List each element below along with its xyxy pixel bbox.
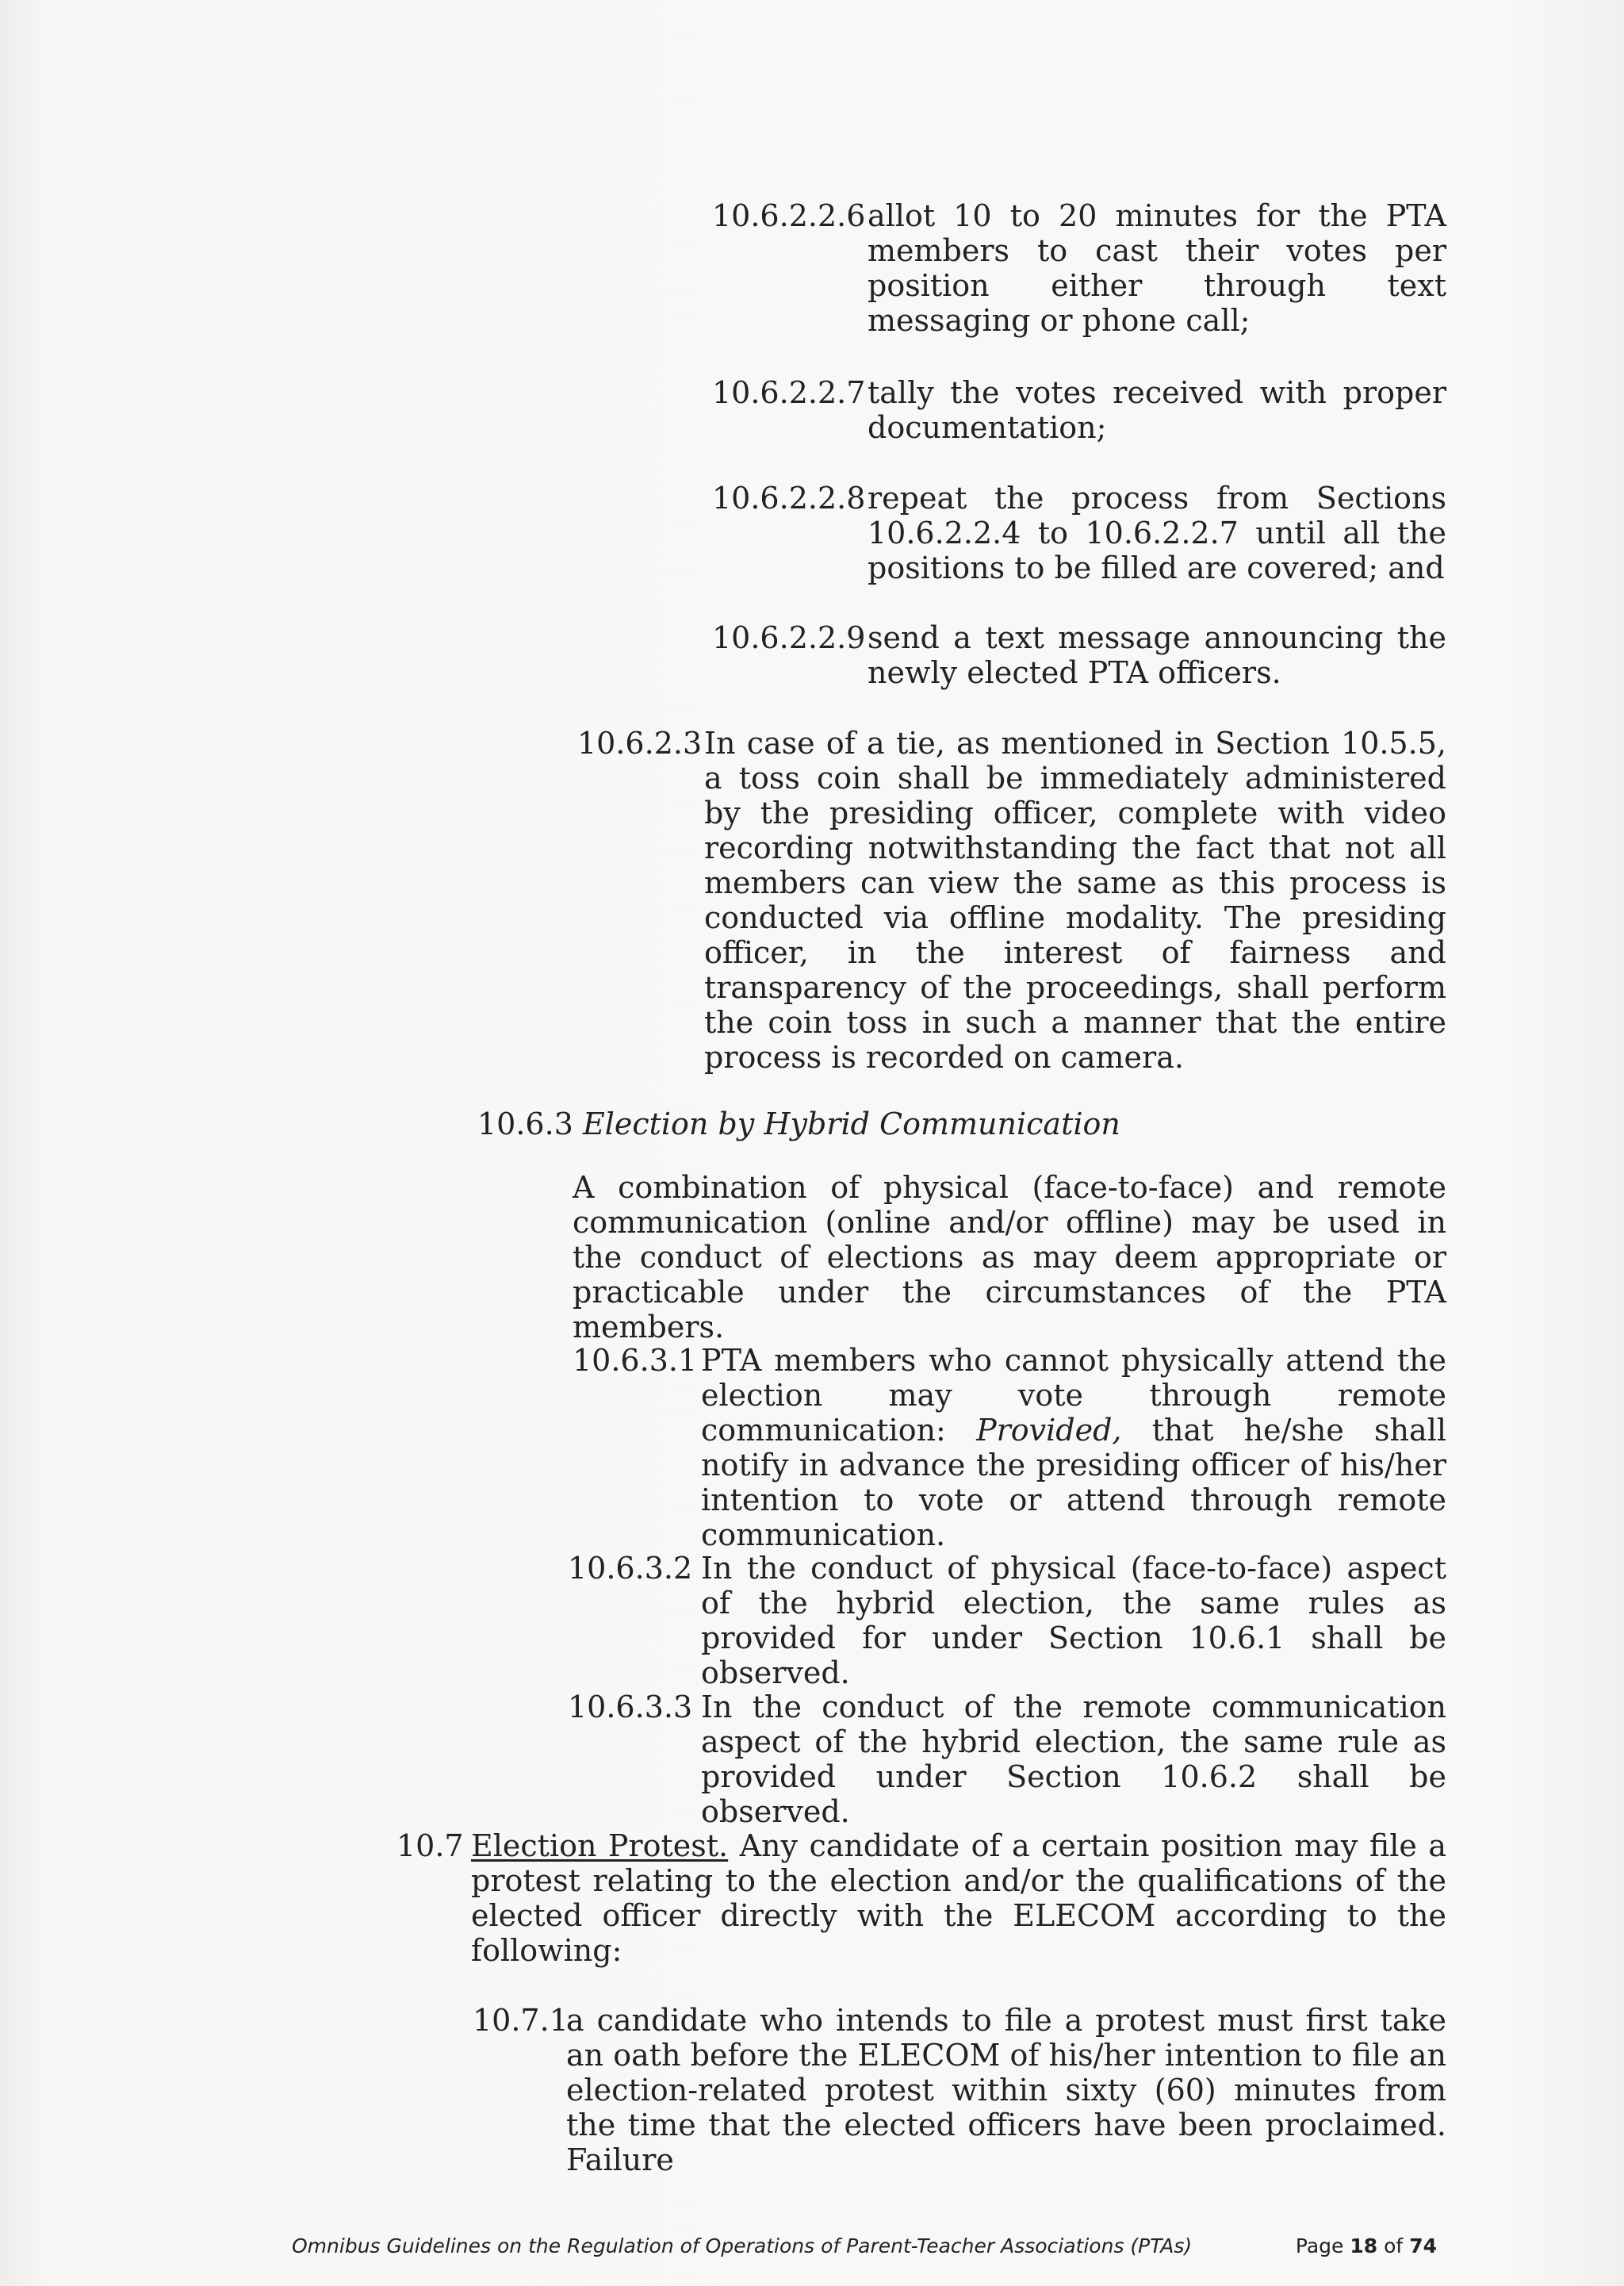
list-item bbox=[712, 620, 1446, 690]
item-text: allot 10 to 20 minutes for the PTA members to cast their votes per position either through text messaging or phone call; bbox=[868, 198, 1446, 338]
section-paragraph: A combination of physical (face-to-face) and remote communication (online and/or offline) may be used in the conduct of elections as may deem appropriate or practicable under the circumstances of the PTA members. bbox=[573, 1170, 1446, 1344]
item-text: repeat the process from Sections 10.6.2.2.4 to 10.6.2.2.7 until all the positions to be filled are covered; and bbox=[868, 481, 1446, 585]
list-item bbox=[712, 198, 1446, 338]
section-number: 10.6.3 bbox=[477, 1107, 573, 1141]
item-text: In the conduct of the remote communication aspect of the hybrid election, the same rule as provided under Section 10.6.2 shall be observed. bbox=[701, 1690, 1446, 1829]
item-number: 10.6.3.1 bbox=[573, 1343, 698, 1378]
item-number: 10.6.2.2.6 bbox=[712, 198, 866, 233]
item-text: In case of a tie, as mentioned in Section 10.5.5, a toss coin shall be immediately administered by the presiding officer, complete with video recording notwithstanding the fact that not all members can view the same as this process is conducted via offline modality. The presiding officer, in the interest of fairness and transparency of the proceedings, shall perform the coin toss in such a manner that the entire process is recorded on camera. bbox=[704, 726, 1446, 1075]
item-text: PTA members who cannot physically attend the election may vote through remote communication: Provided, that he/she shall notify in advance the presiding officer of his/her intention to vote or attend through remote communication. bbox=[701, 1343, 1446, 1552]
item-number: 10.6.2.2.7 bbox=[712, 375, 866, 410]
list-item bbox=[568, 1551, 1446, 1690]
item-number: 10.6.2.2.9 bbox=[712, 620, 866, 655]
item-text: tally the votes received with proper documentation; bbox=[868, 375, 1446, 445]
list-item bbox=[712, 481, 1446, 585]
protest-title: Election Protest. bbox=[471, 1828, 729, 1863]
page-number: 18 bbox=[1350, 2234, 1378, 2257]
footer-document-title: Omnibus Guidelines on the Regulation of Operations of Parent-Teacher Associations (PTAs) bbox=[292, 2234, 1193, 2257]
item-number: 10.6.2.2.8 bbox=[712, 481, 866, 516]
list-item bbox=[568, 1690, 1446, 1829]
section-title: Election by Hybrid Communication bbox=[582, 1107, 1120, 1141]
item-text: a candidate who intends to file a protest must first take an oath before the ELECOM of his/her intention to file an election-related protest within sixty (60) minutes from the time that the elected officers have been proclaimed. Failure bbox=[566, 2003, 1446, 2177]
item-text: Election Protest. Any candidate of a certain position may file a protest relating to the election and/or the qualifications of the elected officer directly with the ELECOM according to the following: bbox=[471, 1828, 1446, 1968]
list-item bbox=[712, 375, 1446, 445]
page-footer bbox=[292, 2234, 1437, 2259]
item-number: 10.7.1 bbox=[473, 2003, 569, 2038]
item-text: send a text message announcing the newly elected PTA officers. bbox=[868, 620, 1446, 690]
list-item bbox=[396, 1828, 1446, 1968]
page-indicator: Page 18 of 74 bbox=[1295, 2234, 1437, 2257]
page-total: 74 bbox=[1409, 2234, 1437, 2257]
item-number: 10.6.3.2 bbox=[568, 1551, 693, 1586]
item-number: 10.7 bbox=[396, 1828, 464, 1863]
item-number: 10.6.3.3 bbox=[568, 1690, 693, 1724]
list-item bbox=[473, 2003, 1446, 2177]
section-heading bbox=[477, 1107, 1120, 1141]
item-text: In the conduct of physical (face-to-face) aspect of the hybrid election, the same rules as provided for under Section 10.6.1 shall be observed. bbox=[701, 1551, 1446, 1690]
provided-emphasis: Provided, bbox=[976, 1413, 1122, 1448]
item-number: 10.6.2.3 bbox=[577, 726, 703, 761]
list-item bbox=[577, 726, 1446, 1075]
list-item bbox=[573, 1343, 1446, 1552]
